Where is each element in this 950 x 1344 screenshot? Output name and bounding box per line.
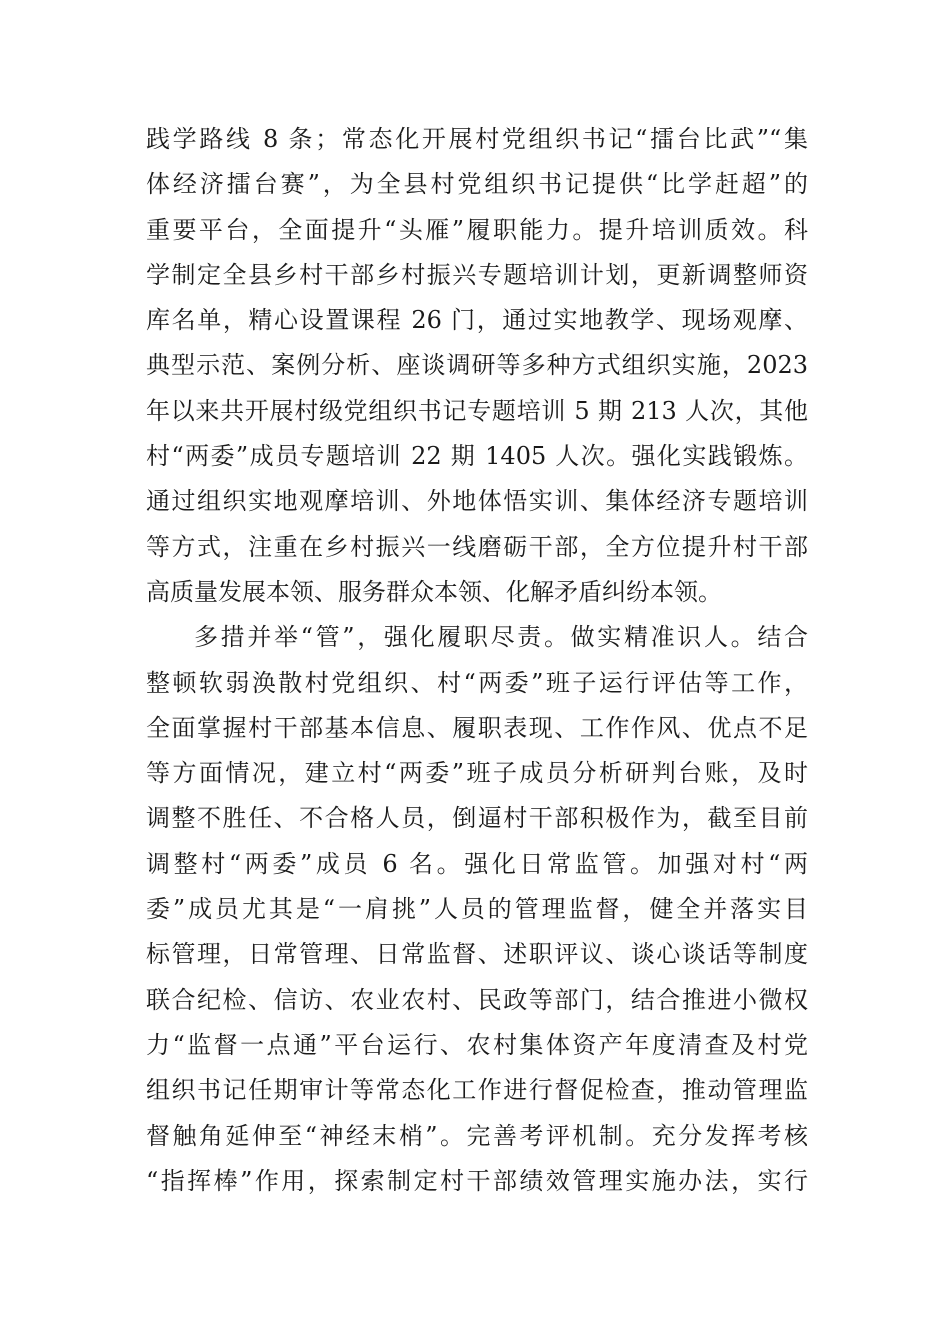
text-line: 体经济擂台赛”，为全县村党组织书记提供“比学赶超”的 <box>146 170 808 199</box>
text-line: 力“监督一点通”平台运行、农村集体资产年度清查及村党 <box>146 1030 808 1059</box>
text-line: 重要平台，全面提升“头雁”履职能力。提升培训质效。科 <box>146 215 808 244</box>
text-line: 典型示范、案例分析、座谈调研等多种方式组织实施，2023 <box>146 351 808 380</box>
text-line: “指挥棒”作用，探索制定村干部绩效管理实施办法，实行 <box>146 1166 808 1195</box>
paragraph-end-line: 高质量发展本领、服务群众本领、化解矛盾纠纷本领。 <box>146 577 722 606</box>
text-line: 库名单，精心设置课程 26 门，通过实地教学、现场观摩、 <box>146 306 808 335</box>
text-line: 通过组织实地观摩培训、外地体悟实训、集体经济专题培训 <box>146 487 808 516</box>
text-line: 等方面情况，建立村“两委”班子成员分析研判台账，及时 <box>146 759 808 788</box>
text-line: 村“两委”成员专题培训 22 期 1405 人次。强化实践锻炼。 <box>146 442 808 471</box>
body-text <box>146 117 808 1204</box>
text-line: 等方式，注重在乡村振兴一线磨砺干部，全方位提升村干部 <box>146 532 808 561</box>
text-line: 委”成员尤其是“一肩挑”人员的管理监督，健全并落实目 <box>146 895 808 924</box>
text-line: 践学路线 8 条；常态化开展村党组织书记“擂台比武”“集 <box>146 125 808 153</box>
text-line: 调整村“两委”成员 6 名。强化日常监管。加强对村“两 <box>146 849 808 878</box>
paragraph-start-line: 多措并举“管”，强化履职尽责。做实精准识人。结合 <box>194 623 808 652</box>
text-line: 全面掌握村干部基本信息、履职表现、工作作风、优点不足 <box>146 713 808 742</box>
text-line: 学制定全县乡村干部乡村振兴专题培训计划，更新调整师资 <box>146 260 808 289</box>
text-line: 督触角延伸至“神经末梢”。完善考评机制。充分发挥考核 <box>146 1121 808 1150</box>
text-line: 整顿软弱涣散村党组织、村“两委”班子运行评估等工作， <box>146 668 808 697</box>
text-line: 标管理，日常管理、日常监督、述职评议、谈心谈话等制度 <box>146 940 808 969</box>
text-line: 组织书记任期审计等常态化工作进行督促检查，推动管理监 <box>146 1076 808 1105</box>
text-line: 联合纪检、信访、农业农村、民政等部门，结合推进小微权 <box>146 985 808 1014</box>
text-line: 年以来共开展村级党组织书记专题培训 5 期 213 人次，其他 <box>146 396 808 425</box>
text-line: 调整不胜任、不合格人员，倒逼村干部积极作为，截至目前 <box>146 804 808 833</box>
